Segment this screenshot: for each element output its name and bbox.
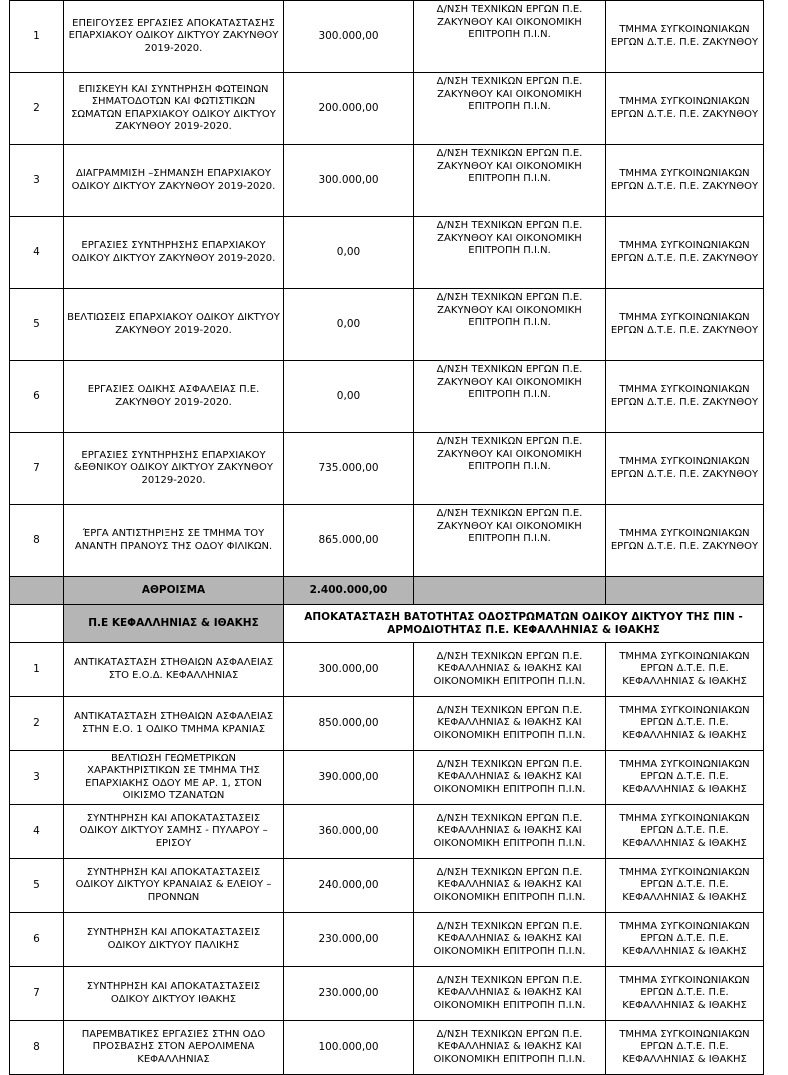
responsible-department: ΤΜΗΜΑ ΣΥΓΚΟΙΝΩΝΙΑΚΩΝ ΕΡΓΩΝ Δ.Τ.Ε. Π.Ε. ΚΕΦΑΛΛΗΝΙΑΣ & ΙΘΑΚΗΣ	[606, 859, 764, 913]
project-title: ΈΡΓΑ ΑΝΤΙΣΤΗΡΙΞΗΣ ΣΕ ΤΜΗΜΑ ΤΟΥ ΑΝΑΝΤΗ ΠΡΑΝΟΥΣ ΤΗΣ ΟΔΟΥ ΦΙΛΙΚΩΝ.	[64, 505, 284, 577]
row-number: 2	[10, 697, 64, 751]
responsible-department: ΤΜΗΜΑ ΣΥΓΚΟΙΝΩΝΙΑΚΩΝ ΕΡΓΩΝ Δ.Τ.Ε. Π.Ε. ΖΑΚΥΝΘΟΥ	[606, 505, 764, 577]
budget-amount: 240.000,00	[284, 859, 414, 913]
responsible-department: ΤΜΗΜΑ ΣΥΓΚΟΙΝΩΝΙΑΚΩΝ ΕΡΓΩΝ Δ.Τ.Ε. Π.Ε. ΚΕΦΑΛΛΗΝΙΑΣ & ΙΘΑΚΗΣ	[606, 697, 764, 751]
project-title: ΣΥΝΤΗΡΗΣΗ ΚΑΙ ΑΠΟΚΑΤΑΣΤΑΣΕΙΣ ΟΔΙΚΟΥ ΔΙΚΤΥΟΥ ΙΘΑΚΗΣ	[64, 967, 284, 1021]
table-row	[10, 1, 764, 73]
project-title: ΕΠΙΣΚΕΥΗ ΚΑΙ ΣΥΝΤΗΡΗΣΗ ΦΩΤΕΙΝΩΝ ΣΗΜΑΤΟΔΟΤΩΝ ΚΑΙ ΦΩΤΙΣΤΙΚΩΝ ΣΩΜΑΤΩΝ ΕΠΑΡΧΙΑΚΟΥ ΟΔΙΚΟΥ ΔΙΚΤΥΟΥ ΖΑΚΥΝΘΟΥ 2019-2020.	[64, 73, 284, 145]
responsible-department: ΤΜΗΜΑ ΣΥΓΚΟΙΝΩΝΙΑΚΩΝ ΕΡΓΩΝ Δ.Τ.Ε. Π.Ε. ΖΑΚΥΝΘΟΥ	[606, 73, 764, 145]
budget-amount: 390.000,00	[284, 751, 414, 805]
row-number: 6	[10, 361, 64, 433]
row-number: 5	[10, 859, 64, 913]
budget-amount: 300.000,00	[284, 1, 414, 73]
responsible-authority: Δ/ΝΣΗ ΤΕΧΝΙΚΩΝ ΕΡΓΩΝ Π.Ε. ΚΕΦΑΛΛΗΝΙΑΣ & ΙΘΑΚΗΣ ΚΑΙ ΟΙΚΟΝΟΜΙΚΗ ΕΠΙΤΡΟΠΗ Π.Ι.Ν.	[414, 643, 606, 697]
responsible-department: ΤΜΗΜΑ ΣΥΓΚΟΙΝΩΝΙΑΚΩΝ ΕΡΓΩΝ Δ.Τ.Ε. Π.Ε. ΚΕΦΑΛΛΗΝΙΑΣ & ΙΘΑΚΗΣ	[606, 805, 764, 859]
project-title: ΕΠΕΙΓΟΥΣΕΣ ΕΡΓΑΣΙΕΣ ΑΠΟΚΑΤΑΣΤΑΣΗΣ ΕΠΑΡΧΙΑΚΟΥ ΟΔΙΚΟΥ ΔΙΚΤΥΟΥ ΖΑΚΥΝΘΟΥ 2019-2020.	[64, 1, 284, 73]
responsible-authority: Δ/ΝΣΗ ΤΕΧΝΙΚΩΝ ΕΡΓΩΝ Π.Ε. ΚΕΦΑΛΛΗΝΙΑΣ & ΙΘΑΚΗΣ ΚΑΙ ΟΙΚΟΝΟΜΙΚΗ ΕΠΙΤΡΟΠΗ Π.Ι.Ν.	[414, 859, 606, 913]
budget-amount: 230.000,00	[284, 913, 414, 967]
budget-amount: 360.000,00	[284, 805, 414, 859]
budget-amount: 300.000,00	[284, 145, 414, 217]
responsible-authority: Δ/ΝΣΗ ΤΕΧΝΙΚΩΝ ΕΡΓΩΝ Π.Ε. ΖΑΚΥΝΘΟΥ ΚΑΙ ΟΙΚΟΝΟΜΙΚΗ ΕΠΙΤΡΟΠΗ Π.Ι.Ν.	[414, 145, 606, 217]
project-title: ΑΝΤΙΚΑΤΑΣΤΑΣΗ ΣΤΗΘΑΙΩΝ ΑΣΦΑΛΕΙΑΣ ΣΤΗΝ Ε.Ο. 1 ΟΔΙΚΟ ΤΜΗΜΑ ΚΡΑΝΙΑΣ	[64, 697, 284, 751]
responsible-authority: Δ/ΝΣΗ ΤΕΧΝΙΚΩΝ ΕΡΓΩΝ Π.Ε. ΖΑΚΥΝΘΟΥ ΚΑΙ ΟΙΚΟΝΟΜΙΚΗ ΕΠΙΤΡΟΠΗ Π.Ι.Ν.	[414, 217, 606, 289]
total-label: ΑΘΡΟΙΣΜΑ	[64, 577, 284, 605]
budget-amount: 230.000,00	[284, 967, 414, 1021]
budget-amount: 0,00	[284, 361, 414, 433]
row-number: 8	[10, 1021, 64, 1075]
table-row	[10, 967, 764, 1021]
region-label: Π.Ε ΚΕΦΑΛΛΗΝΙΑΣ & ΙΘΑΚΗΣ	[64, 605, 284, 643]
responsible-authority: Δ/ΝΣΗ ΤΕΧΝΙΚΩΝ ΕΡΓΩΝ Π.Ε. ΚΕΦΑΛΛΗΝΙΑΣ & ΙΘΑΚΗΣ ΚΑΙ ΟΙΚΟΝΟΜΙΚΗ ΕΠΙΤΡΟΠΗ Π.Ι.Ν.	[414, 967, 606, 1021]
budget-amount: 865.000,00	[284, 505, 414, 577]
total-amount: 2.400.000,00	[284, 577, 414, 605]
row-number: 1	[10, 1, 64, 73]
row-number: 7	[10, 967, 64, 1021]
row-number: 1	[10, 643, 64, 697]
total-empty-cell	[414, 577, 606, 605]
project-title: ΔΙΑΓΡΑΜΜΙΣΗ –ΣΗΜΑΝΣΗ ΕΠΑΡΧΙΑΚΟΥ ΟΔΙΚΟΥ ΔΙΚΤΥΟΥ ΖΑΚΥΝΘΟΥ 2019-2020.	[64, 145, 284, 217]
responsible-department: ΤΜΗΜΑ ΣΥΓΚΟΙΝΩΝΙΑΚΩΝ ΕΡΓΩΝ Δ.Τ.Ε. Π.Ε. ΚΕΦΑΛΛΗΝΙΑΣ & ΙΘΑΚΗΣ	[606, 1021, 764, 1075]
responsible-department: ΤΜΗΜΑ ΣΥΓΚΟΙΝΩΝΙΑΚΩΝ ΕΡΓΩΝ Δ.Τ.Ε. Π.Ε. ΖΑΚΥΝΘΟΥ	[606, 145, 764, 217]
total-empty-cell	[606, 577, 764, 605]
row-number: 7	[10, 433, 64, 505]
project-title: ΒΕΛΤΙΩΣΗ ΓΕΩΜΕΤΡΙΚΩΝ ΧΑΡΑΚΤΗΡΙΣΤΙΚΩΝ ΣΕ ΤΜΗΜΑ ΤΗΣ ΕΠΑΡΧΙΑΚΗΣ ΟΔΟΥ ΜΕ ΑΡ. 1, ΣΤΟΝ ΟΙΚΙΣΜΟ ΤΖΑΝΑΤΩΝ	[64, 751, 284, 805]
row-number: 3	[10, 145, 64, 217]
budget-amount: 735.000,00	[284, 433, 414, 505]
table-row	[10, 145, 764, 217]
project-title: ΕΡΓΑΣΙΕΣ ΣΥΝΤΗΡΗΣΗΣ ΕΠΑΡΧΙΑΚΟΥ &ΕΘΝΙΚΟΥ ΟΔΙΚΟΥ ΔΙΚΤΥΟΥ ΖΑΚΥΝΘΟΥ 20129-2020.	[64, 433, 284, 505]
responsible-department: ΤΜΗΜΑ ΣΥΓΚΟΙΝΩΝΙΑΚΩΝ ΕΡΓΩΝ Δ.Τ.Ε. Π.Ε. ΚΕΦΑΛΛΗΝΙΑΣ & ΙΘΑΚΗΣ	[606, 967, 764, 1021]
project-title: ΒΕΛΤΙΩΣΕΙΣ ΕΠΑΡΧΙΑΚΟΥ ΟΔΙΚΟΥ ΔΙΚΤΥΟΥ ΖΑΚΥΝΘΟΥ 2019-2020.	[64, 289, 284, 361]
table-row	[10, 859, 764, 913]
responsible-authority: Δ/ΝΣΗ ΤΕΧΝΙΚΩΝ ΕΡΓΩΝ Π.Ε. ΖΑΚΥΝΘΟΥ ΚΑΙ ΟΙΚΟΝΟΜΙΚΗ ΕΠΙΤΡΟΠΗ Π.Ι.Ν.	[414, 73, 606, 145]
table-row	[10, 1021, 764, 1075]
responsible-authority: Δ/ΝΣΗ ΤΕΧΝΙΚΩΝ ΕΡΓΩΝ Π.Ε. ΚΕΦΑΛΛΗΝΙΑΣ & ΙΘΑΚΗΣ ΚΑΙ ΟΙΚΟΝΟΜΙΚΗ ΕΠΙΤΡΟΠΗ Π.Ι.Ν.	[414, 751, 606, 805]
responsible-authority: Δ/ΝΣΗ ΤΕΧΝΙΚΩΝ ΕΡΓΩΝ Π.Ε. ΖΑΚΥΝΘΟΥ ΚΑΙ ΟΙΚΟΝΟΜΙΚΗ ΕΠΙΤΡΟΠΗ Π.Ι.Ν.	[414, 289, 606, 361]
table-row	[10, 805, 764, 859]
responsible-department: ΤΜΗΜΑ ΣΥΓΚΟΙΝΩΝΙΑΚΩΝ ΕΡΓΩΝ Δ.Τ.Ε. Π.Ε. ΖΑΚΥΝΘΟΥ	[606, 1, 764, 73]
responsible-department: ΤΜΗΜΑ ΣΥΓΚΟΙΝΩΝΙΑΚΩΝ ΕΡΓΩΝ Δ.Τ.Ε. Π.Ε. ΖΑΚΥΝΘΟΥ	[606, 217, 764, 289]
row-number: 6	[10, 913, 64, 967]
table-row	[10, 751, 764, 805]
responsible-department: ΤΜΗΜΑ ΣΥΓΚΟΙΝΩΝΙΑΚΩΝ ΕΡΓΩΝ Δ.Τ.Ε. Π.Ε. ΚΕΦΑΛΛΗΝΙΑΣ & ΙΘΑΚΗΣ	[606, 751, 764, 805]
budget-amount: 0,00	[284, 289, 414, 361]
total-empty-cell	[10, 577, 64, 605]
row-number: 2	[10, 73, 64, 145]
table-row	[10, 697, 764, 751]
table-row	[10, 643, 764, 697]
table-row	[10, 433, 764, 505]
section-header-empty-cell	[10, 605, 64, 643]
responsible-department: ΤΜΗΜΑ ΣΥΓΚΟΙΝΩΝΙΑΚΩΝ ΕΡΓΩΝ Δ.Τ.Ε. Π.Ε. ΖΑΚΥΝΘΟΥ	[606, 433, 764, 505]
table-row	[10, 217, 764, 289]
responsible-authority: Δ/ΝΣΗ ΤΕΧΝΙΚΩΝ ΕΡΓΩΝ Π.Ε. ΚΕΦΑΛΛΗΝΙΑΣ & ΙΘΑΚΗΣ ΚΑΙ ΟΙΚΟΝΟΜΙΚΗ ΕΠΙΤΡΟΠΗ Π.Ι.Ν.	[414, 913, 606, 967]
table-row	[10, 505, 764, 577]
responsible-authority: Δ/ΝΣΗ ΤΕΧΝΙΚΩΝ ΕΡΓΩΝ Π.Ε. ΖΑΚΥΝΘΟΥ ΚΑΙ ΟΙΚΟΝΟΜΙΚΗ ΕΠΙΤΡΟΠΗ Π.Ι.Ν.	[414, 1, 606, 73]
table-row	[10, 289, 764, 361]
project-title: ΕΡΓΑΣΙΕΣ ΟΔΙΚΗΣ ΑΣΦΑΛΕΙΑΣ Π.Ε. ΖΑΚΥΝΘΟΥ 2019-2020.	[64, 361, 284, 433]
row-number: 8	[10, 505, 64, 577]
project-title: ΣΥΝΤΗΡΗΣΗ ΚΑΙ ΑΠΟΚΑΤΑΣΤΑΣΕΙΣ ΟΔΙΚΟΥ ΔΙΚΤΥΟΥ ΠΑΛΙΚΗΣ	[64, 913, 284, 967]
responsible-department: ΤΜΗΜΑ ΣΥΓΚΟΙΝΩΝΙΑΚΩΝ ΕΡΓΩΝ Δ.Τ.Ε. Π.Ε. ΖΑΚΥΝΘΟΥ	[606, 289, 764, 361]
table-row	[10, 913, 764, 967]
project-title: ΣΥΝΤΗΡΗΣΗ ΚΑΙ ΑΠΟΚΑΤΑΣΤΑΣΕΙΣ ΟΔΙΚΟΥ ΔΙΚΤΥΟΥ ΚΡΑΝΑΙΑΣ & ΕΛΕΙΟΥ – ΠΡΟΝΝΩΝ	[64, 859, 284, 913]
responsible-department: ΤΜΗΜΑ ΣΥΓΚΟΙΝΩΝΙΑΚΩΝ ΕΡΓΩΝ Δ.Τ.Ε. Π.Ε. ΖΑΚΥΝΘΟΥ	[606, 361, 764, 433]
responsible-authority: Δ/ΝΣΗ ΤΕΧΝΙΚΩΝ ΕΡΓΩΝ Π.Ε. ΚΕΦΑΛΛΗΝΙΑΣ & ΙΘΑΚΗΣ ΚΑΙ ΟΙΚΟΝΟΜΙΚΗ ΕΠΙΤΡΟΠΗ Π.Ι.Ν.	[414, 697, 606, 751]
row-number: 4	[10, 805, 64, 859]
project-title: ΕΡΓΑΣΙΕΣ ΣΥΝΤΗΡΗΣΗΣ ΕΠΑΡΧΙΑΚΟΥ ΟΔΙΚΟΥ ΔΙΚΤΥΟΥ ΖΑΚΥΝΘΟΥ 2019-2020.	[64, 217, 284, 289]
table-row	[10, 361, 764, 433]
row-number: 3	[10, 751, 64, 805]
responsible-authority: Δ/ΝΣΗ ΤΕΧΝΙΚΩΝ ΕΡΓΩΝ Π.Ε. ΚΕΦΑΛΛΗΝΙΑΣ & ΙΘΑΚΗΣ ΚΑΙ ΟΙΚΟΝΟΜΙΚΗ ΕΠΙΤΡΟΠΗ Π.Ι.Ν.	[414, 1021, 606, 1075]
budget-amount: 200.000,00	[284, 73, 414, 145]
budget-amount: 100.000,00	[284, 1021, 414, 1075]
table-row	[10, 73, 764, 145]
row-number: 4	[10, 217, 64, 289]
budget-amount: 300.000,00	[284, 643, 414, 697]
project-title: ΠΑΡΕΜΒΑΤΙΚΕΣ ΕΡΓΑΣΙΕΣ ΣΤΗΝ ΟΔΟ ΠΡΟΣΒΑΣΗΣ ΣΤΟΝ ΑΕΡΟΛΙΜΕΝΑ ΚΕΦΑΛΛΗΝΙΑΣ	[64, 1021, 284, 1075]
responsible-department: ΤΜΗΜΑ ΣΥΓΚΟΙΝΩΝΙΑΚΩΝ ΕΡΓΩΝ Δ.Τ.Ε. Π.Ε. ΚΕΦΑΛΛΗΝΙΑΣ & ΙΘΑΚΗΣ	[606, 913, 764, 967]
responsible-department: ΤΜΗΜΑ ΣΥΓΚΟΙΝΩΝΙΑΚΩΝ ΕΡΓΩΝ Δ.Τ.Ε. Π.Ε. ΚΕΦΑΛΛΗΝΙΑΣ & ΙΘΑΚΗΣ	[606, 643, 764, 697]
program-title: ΑΠΟΚΑΤΑΣΤΑΣΗ ΒΑΤΟΤΗΤΑΣ ΟΔΟΣΤΡΩΜΑΤΩΝ ΟΔΙΚΟΥ ΔΙΚΤΥΟΥ ΤΗΣ ΠΙΝ - ΑΡΜΟΔΙΟΤΗΤΑΣ Π.Ε. ΚΕΦΑΛΛΗΝΙΑΣ & ΙΘΑΚΗΣ	[284, 605, 764, 643]
responsible-authority: Δ/ΝΣΗ ΤΕΧΝΙΚΩΝ ΕΡΓΩΝ Π.Ε. ΖΑΚΥΝΘΟΥ ΚΑΙ ΟΙΚΟΝΟΜΙΚΗ ΕΠΙΤΡΟΠΗ Π.Ι.Ν.	[414, 505, 606, 577]
budget-amount: 0,00	[284, 217, 414, 289]
responsible-authority: Δ/ΝΣΗ ΤΕΧΝΙΚΩΝ ΕΡΓΩΝ Π.Ε. ΖΑΚΥΝΘΟΥ ΚΑΙ ΟΙΚΟΝΟΜΙΚΗ ΕΠΙΤΡΟΠΗ Π.Ι.Ν.	[414, 361, 606, 433]
responsible-authority: Δ/ΝΣΗ ΤΕΧΝΙΚΩΝ ΕΡΓΩΝ Π.Ε. ΖΑΚΥΝΘΟΥ ΚΑΙ ΟΙΚΟΝΟΜΙΚΗ ΕΠΙΤΡΟΠΗ Π.Ι.Ν.	[414, 433, 606, 505]
section-header-row	[10, 605, 764, 643]
project-title: ΑΝΤΙΚΑΤΑΣΤΑΣΗ ΣΤΗΘΑΙΩΝ ΑΣΦΑΛΕΙΑΣ ΣΤΟ Ε.Ο.Δ. ΚΕΦΑΛΛΗΝΙΑΣ	[64, 643, 284, 697]
responsible-authority: Δ/ΝΣΗ ΤΕΧΝΙΚΩΝ ΕΡΓΩΝ Π.Ε. ΚΕΦΑΛΛΗΝΙΑΣ & ΙΘΑΚΗΣ ΚΑΙ ΟΙΚΟΝΟΜΙΚΗ ΕΠΙΤΡΟΠΗ Π.Ι.Ν.	[414, 805, 606, 859]
total-row	[10, 577, 764, 605]
row-number: 5	[10, 289, 64, 361]
projects-table	[9, 0, 764, 1075]
budget-amount: 850.000,00	[284, 697, 414, 751]
project-title: ΣΥΝΤΗΡΗΣΗ ΚΑΙ ΑΠΟΚΑΤΑΣΤΑΣΕΙΣ ΟΔΙΚΟΥ ΔΙΚΤΥΟΥ ΣΑΜΗΣ - ΠΥΛΑΡΟΥ – ΕΡΙΣΟΥ	[64, 805, 284, 859]
